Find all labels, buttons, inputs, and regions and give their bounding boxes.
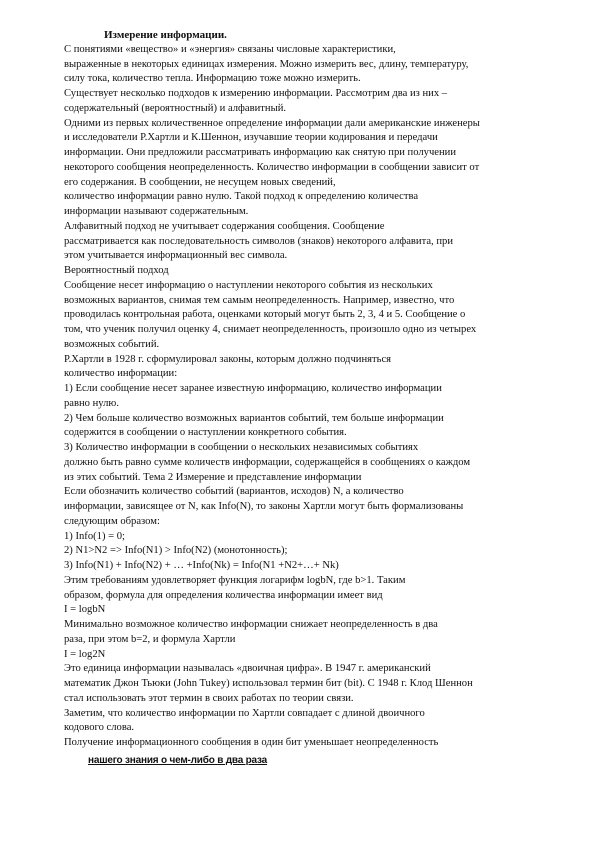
text-line: том, что ученик получил оценку 4, снимает неопределенность, произошло одно из четырех	[64, 324, 477, 335]
text-line: информации называют содержательным.	[64, 206, 249, 217]
text-line: этом учитывается информационный вес символа.	[64, 250, 288, 262]
text-line: информации, зависящее от N, как Info(N), то законы Хартли могут быть формализованы	[64, 501, 464, 512]
text-line: Алфавитный подход не учитывает содержания сообщения. Сообщение	[64, 220, 385, 232]
text-line: возможных вариантов, снимая тем самым неопределенность. Например, известно, что	[64, 294, 455, 306]
text-line: 2) Чем больше количество возможных вариантов событий, тем больше информации	[64, 412, 444, 424]
text-line: проводилась контрольная работа, оценками который могут быть 2, 3, 4 и 5. Сообщение о	[64, 309, 466, 321]
text-line: содержательный (вероятностный) и алфавитный.	[64, 102, 287, 114]
text-line: некоторого сообщения неопределенность. Количество информации в сообщении зависит от	[64, 161, 480, 173]
text-line: Существует несколько подходов к измерению информации. Рассмотрим два из них –	[64, 88, 448, 99]
text-line: кодового слова.	[64, 722, 135, 734]
text-line: Получение информационного сообщения в один бит уменьшает неопределенность	[64, 737, 439, 748]
text-line: Сообщение несет информацию о наступлении некоторого события из нескольких	[64, 279, 433, 291]
text-line: Этим требованиям удовлетворяет функция логарифм logbN, где b>1. Таким	[64, 574, 406, 586]
text-line: стал использовать этот термин в своих работах по теории связи.	[64, 692, 354, 704]
text-line: рассматривается как последовательность символов (знаков) некоторого алфавита, при	[64, 235, 453, 247]
document-body	[64, 43, 538, 751]
text-line: образом, формула для определения количества информации имеет вид	[64, 589, 383, 601]
text-line: силу тока, количество тепла. Информацию тоже можно измерить.	[64, 73, 361, 85]
text-line: информации. Они предложили рассматривать информацию как снятую при получении	[64, 147, 457, 158]
text-line: из этих событий. Тема 2 Измерение и представление информации	[64, 471, 362, 483]
text-line: выраженные в некоторых единицах измерения. Можно измерить вес, длину, температуру,	[64, 58, 469, 70]
text-line: и исследователи Р.Хартли и К.Шеннон, изучавшие теории кодирования и передачи	[64, 132, 438, 144]
text-line: 1) Если сообщение несет заранее известную информацию, количество информации	[64, 383, 442, 394]
text-line: Заметим, что количество информации по Хартли совпадает с длиной двоичного	[64, 707, 425, 719]
footer-text: нашего знания о чем-либо в два раза	[88, 755, 268, 766]
text-line: I = log2N	[64, 648, 106, 660]
document-title: Измерение информации.	[104, 29, 227, 41]
text-line: должно быть равно сумме количеств информации, содержащейся в сообщениях о каждом	[64, 456, 471, 468]
text-line: количество информации:	[64, 368, 178, 380]
text-line: следующим образом:	[64, 515, 160, 527]
text-line: Вероятностный подход	[64, 265, 169, 276]
text-line: 2) N1>N2 => Info(N1) > Info(N2) (монотонность);	[64, 545, 288, 557]
text-line: Если обозначить количество событий (вариантов, исходов) N, а количество	[64, 486, 404, 498]
text-line: Р.Хартли в 1928 г. сформулировал законы, которым должно подчиняться	[64, 353, 392, 365]
text-line: раза, при этом b=2, и формула Хартли	[64, 633, 236, 645]
text-line: количество информации равно нулю. Такой подход к определению количества	[64, 191, 419, 203]
text-line: 1) Info(1) = 0;	[64, 530, 125, 542]
text-line: Минимально возможное количество информации снижает неопределенность в два	[64, 619, 438, 630]
text-line: его содержания. В сообщении, не несущем новых сведений,	[64, 176, 336, 188]
text-line: 3) Info(N1) + Info(N2) + … +Info(Nk) = Info(N1 +N2+…+ Nk)	[64, 560, 339, 571]
text-line: возможных событий.	[64, 338, 160, 350]
text-line: 3) Количество информации в сообщении о нескольких независимых событиях	[64, 442, 419, 453]
text-line: математик Джон Тьюки (John Tukey) использовал термин бит (bit). С 1948 г. Клод Шеннон	[64, 678, 473, 689]
text-line: С понятиями «вещество» и «энергия» связаны числовые характеристики,	[64, 43, 396, 55]
document-page	[64, 28, 538, 751]
text-line: содержится в сообщении о наступлении конкретного события.	[64, 427, 347, 439]
text-line: Одними из первых количественное определение информации дали американские инженеры	[64, 117, 480, 129]
text-line: Это единица информации называлась «двоичная цифра». В 1947 г. американский	[64, 663, 431, 675]
text-line: равно нулю.	[64, 397, 119, 409]
text-line: I = logbN	[64, 604, 106, 616]
